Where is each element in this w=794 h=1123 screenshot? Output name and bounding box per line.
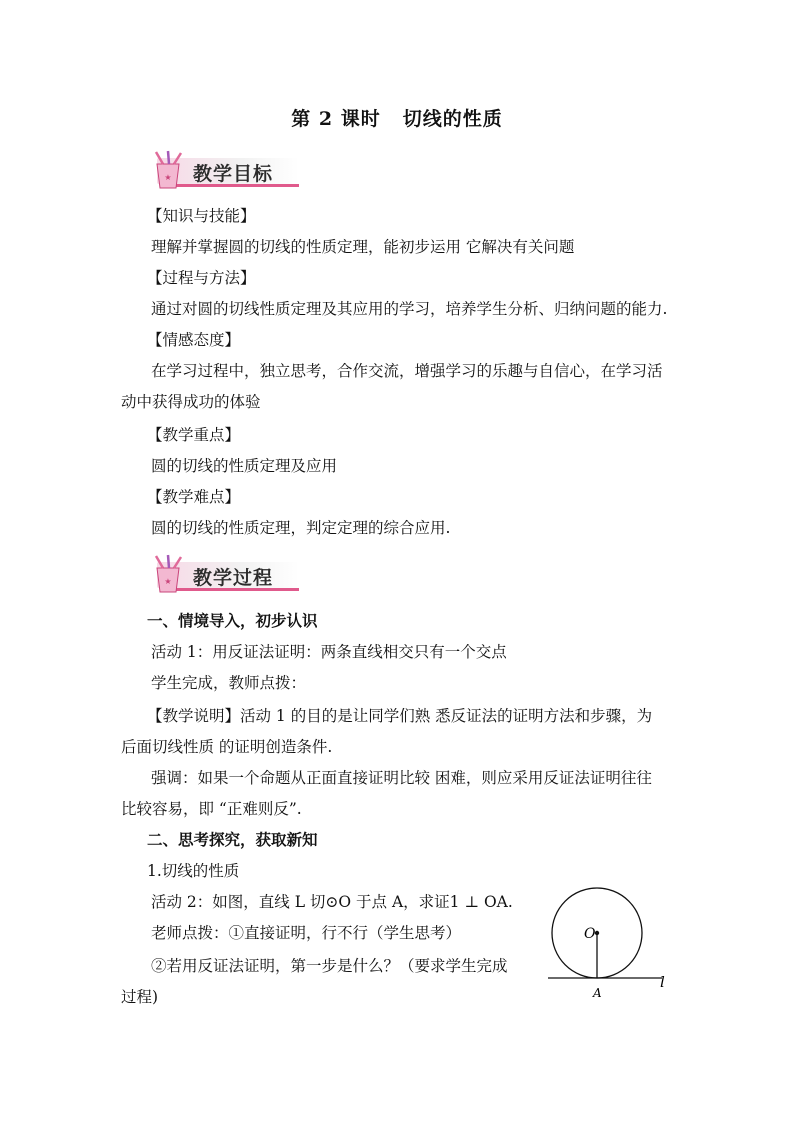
banner-label: 教学过程 <box>193 567 274 589</box>
step-2-line-1: ②若用反证法证明，第一步是什么？（要求学生完成 <box>151 957 508 975</box>
activity-2: 活动 2：如图，直线 L 切⊙O 于点 A，求证1 ⊥ OA. <box>151 893 513 911</box>
svg-text:★: ★ <box>164 173 172 182</box>
emphasis-line-2: 比较容易，即 “正难则反”. <box>121 800 302 818</box>
banner-label: 教学目标 <box>193 163 274 185</box>
difficult-points-text: 圆的切线的性质定理，判定定理的综合应用. <box>151 519 451 537</box>
teaching-note-line-1: 【教学说明】活动 1 的目的是让同学们熟 悉反证法的证明方法和步骤，为 <box>147 707 653 725</box>
activity-1: 活动 1：用反证法证明：两条直线相交只有一个交点 <box>151 643 507 661</box>
center-label: O <box>584 926 596 942</box>
pencil-cup-icon <box>147 150 191 190</box>
lesson-topic: 切线的性质 <box>402 108 503 130</box>
teacher-hint: 老师点拨：①直接证明，行不行（学生思考） <box>151 924 462 942</box>
step-2-line-2: 过程) <box>121 988 159 1006</box>
emotion-text-line-1: 在学习过程中，独立思考，合作交流，增强学习的乐趣与自信心，在学习活 <box>151 362 663 380</box>
svg-text:★: ★ <box>164 577 172 586</box>
subsection-1-title: 1.切线的性质 <box>147 862 240 880</box>
point-a-label: A <box>593 986 602 1000</box>
page-title <box>0 104 794 131</box>
process-heading: 【过程与方法】 <box>147 269 256 287</box>
pencil-cup-icon <box>147 554 191 594</box>
process-text: 通过对圆的切线性质定理及其应用的学习，培养学生分析、归纳问题的能力. <box>151 300 668 318</box>
emphasis-line-1: 强调：如果一个命题从正面直接证明比较 困难，则应采用反证法证明往往 <box>151 769 652 787</box>
section-banner-objectives <box>147 150 299 190</box>
lesson-number: 第 2 课时 <box>291 108 381 130</box>
student-done-line: 学生完成，教师点拨： <box>151 674 307 692</box>
difficult-points-heading: 【教学难点】 <box>147 488 241 506</box>
section-banner-process <box>147 554 299 594</box>
line-l-label: l <box>660 973 665 991</box>
tangent-circle-figure <box>540 884 680 1004</box>
key-points-text: 圆的切线的性质定理及应用 <box>151 457 338 475</box>
section-1-title: 一、情境导入，初步认识 <box>147 611 318 630</box>
teaching-note-line-2: 后面切线性质 的证明创造条件. <box>121 738 333 756</box>
key-points-heading: 【教学重点】 <box>147 426 241 444</box>
section-2-title: 二、思考探究，获取新知 <box>147 830 318 849</box>
emotion-text-line-2: 动中获得成功的体验 <box>121 393 261 411</box>
knowledge-heading: 【知识与技能】 <box>147 207 256 225</box>
emotion-heading: 【情感态度】 <box>147 331 241 349</box>
knowledge-text: 理解并掌握圆的切线的性质定理，能初步运用 它解决有关问题 <box>151 238 575 256</box>
